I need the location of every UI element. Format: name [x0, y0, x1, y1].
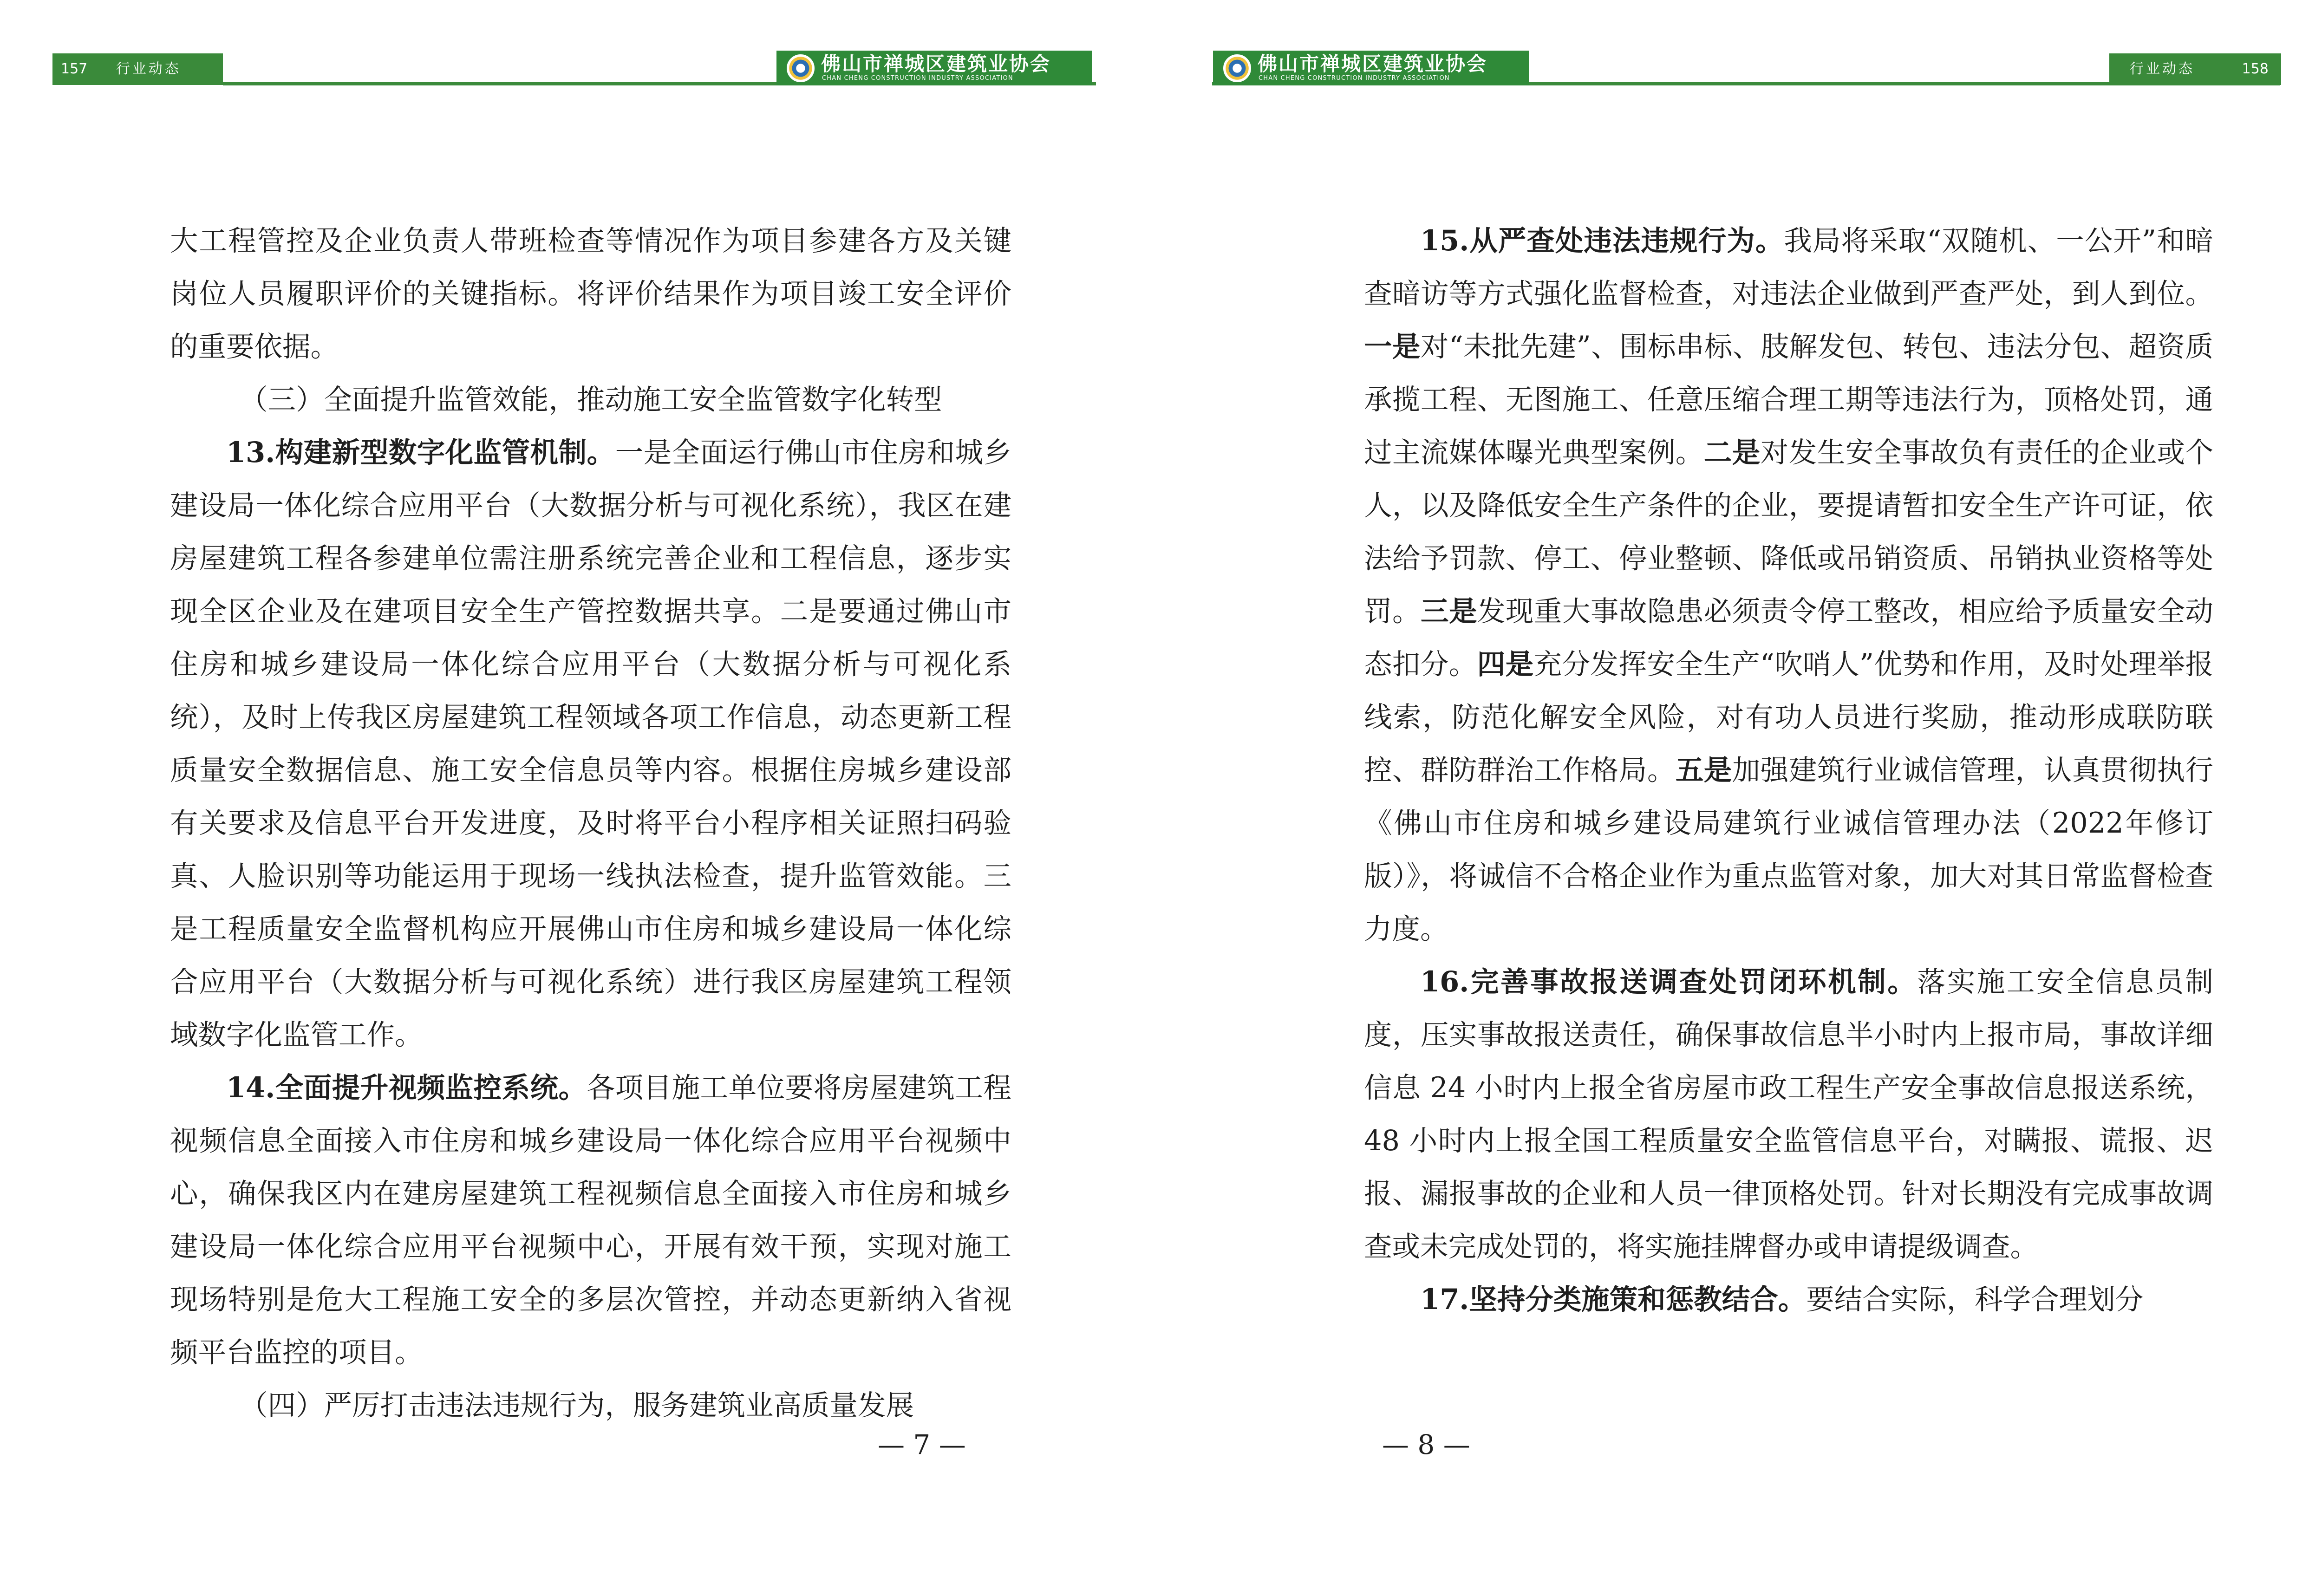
association-logo-icon	[787, 54, 815, 82]
subheading-3: （三）全面提升监管效能，推动施工安全监管数字化转型	[240, 384, 942, 416]
association-name-cn: 佛山市禅城区建筑业协会	[821, 52, 1051, 75]
item-15-text: 我局将采取“双随机、一公开”和暗查暗访等方式强化监督检查，对违法企业做到严查严处，到人到位。	[1364, 225, 2213, 310]
header-tab-left	[52, 53, 223, 85]
paragraph-17	[1364, 1273, 2213, 1326]
association-name-en: CHAN CHENG CONSTRUCTION INDUSTRY ASSOCIATION	[822, 75, 1013, 82]
keyword-third: 三是	[1420, 595, 1477, 628]
item-15-text: 发现重大事故隐患必须责令停工整改，相应给予质量安全动态扣分。	[1364, 595, 2214, 681]
folio-right: — 8 —	[1382, 1429, 1470, 1460]
keyword-second: 二是	[1703, 436, 1761, 469]
right-body-text	[1364, 215, 2213, 1326]
section-label: 行业动态	[2130, 61, 2195, 77]
item-15-heading: 15.从严查处违法违规行为。	[1420, 224, 1784, 257]
association-banner	[776, 51, 1092, 85]
paragraph-15	[1364, 215, 2213, 956]
item-16-heading: 16.完善事故报送调查处罚闭环机制。	[1420, 965, 1918, 998]
page-number: 158	[2242, 61, 2269, 77]
association-logo-icon	[1223, 54, 1251, 82]
paragraph-16	[1364, 956, 2213, 1273]
paragraph-14	[170, 1062, 1011, 1379]
item-13-heading: 13.构建新型数字化监管机制。	[226, 436, 615, 469]
keyword-fifth: 五是	[1675, 754, 1732, 787]
item-14-text: 各项目施工单位要将房屋建筑工程视频信息全面接入市住房和城乡建设局一体化综合应用平台视频中心，确保我区内在建房屋建筑工程视频信息全面接入市住房和城乡建设局一体化综合应用平台视频中心，开展有效干预，实现对施工现场特别是危大工程施工安全的多层次管控，并动态更新纳入省视频平台监控的项目。	[170, 1072, 1011, 1369]
header-tab-right	[2109, 53, 2281, 85]
item-15-text: 对“未批先建”、围标串标、肢解发包、转包、违法分包、超资质承揽工程、无图施工、任意压缩合理工期等违法行为，顶格处罚，通过主流媒体曝光典型案例。	[1364, 331, 2213, 469]
right-page	[1168, 0, 2322, 1596]
keyword-first: 一是	[1364, 330, 1421, 363]
keyword-fourth: 四是	[1477, 648, 1534, 681]
paragraph-13	[170, 426, 1011, 1062]
item-15-text: 对发生安全事故负有责任的企业或个人，以及降低安全生产条件的企业，要提请暂扣安全生产许可证，依法给予罚款、停工、停业整顿、降低或吊销资质、吊销执业资格等处罚。	[1364, 436, 2214, 628]
item-13-text: 一是全面运行佛山市住房和城乡建设局一体化综合应用平台（大数据分析与可视化系统），我区在建房屋建筑工程各参建单位需注册系统完善企业和工程信息，逐步实现全区企业及在建项目安全生产管控数据共享。二是要通过佛山市住房和城乡建设局一体化综合应用平台（大数据分析与可视化系统），及时上传我区房屋建筑工程领域各项工作信息，动态更新工程质量安全数据信息、施工安全信息员等内容。根据住房城乡建设部有关要求及信息平台开发进度，及时将平台小程序相关证照扫码验真、人脸识别等功能运用于现场一线执法检查，提升监管效能。三是工程质量安全监督机构应开展佛山市住房和城乡建设局一体化综合应用平台（大数据分析与可视化系统）进行我区房屋建筑工程领域数字化监管工作。	[170, 436, 1011, 1051]
item-17-heading: 17.坚持分类施策和惩教结合。	[1420, 1283, 1807, 1316]
item-17-text: 要结合实际，科学合理划分	[1806, 1283, 2144, 1316]
item-15-text: 充分发挥安全生产“吹哨人”优势和作用，及时处理举报线索，防范化解安全风险，对有功人员进行奖励，推动形成联防联控、群防群治工作格局。	[1364, 648, 2214, 787]
item-14-heading: 14.全面提升视频监控系统。	[226, 1071, 587, 1104]
page-number: 157	[61, 61, 88, 77]
association-name-en: CHAN CHENG CONSTRUCTION INDUSTRY ASSOCIATION	[1259, 75, 1450, 82]
folio-left: — 7 —	[878, 1429, 966, 1460]
item-16-text: 落实施工安全信息员制度，压实事故报送责任，确保事故信息半小时内上报市局，事故详细信息 24 小时内上报全省房屋市政工程生产安全事故信息报送系统，48 小时内上报全国工程质量安全监管信息平台，对瞒报、谎报、迟报、漏报事故的企业和人员一律顶格处罚。针对长期没有完成事故调查或未完成处罚的，将实施挂牌督办或申请提级调查。	[1364, 966, 2213, 1263]
subheading-4: （四）严厉打击违法违规行为，服务建筑业高质量发展	[240, 1389, 914, 1422]
left-body-text	[170, 215, 1011, 1432]
association-name-cn: 佛山市禅城区建筑业协会	[1258, 52, 1488, 75]
item-15-text: 加强建筑行业诚信管理，认真贯彻执行《佛山市住房和城乡建设局建筑行业诚信管理办法（2022年修订版）》，将诚信不合格企业作为重点监管对象，加大对其日常监督检查力度。	[1364, 754, 2214, 945]
section-label: 行业动态	[116, 61, 181, 77]
association-banner	[1213, 51, 1529, 85]
paragraph-continued: 大工程管控及企业负责人带班检查等情况作为项目参建各方及关键岗位人员履职评价的关键指标。将评价结果作为项目竣工安全评价的重要依据。	[170, 225, 1011, 363]
